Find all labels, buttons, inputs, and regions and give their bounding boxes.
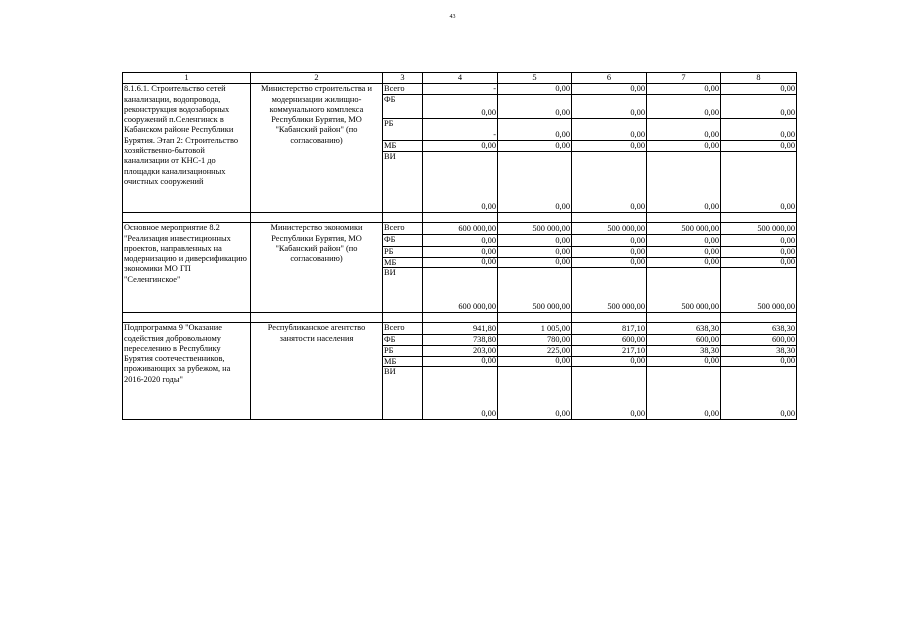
amount-cell: 0,00 (572, 247, 646, 258)
amount-cell: 38,30 (647, 346, 720, 357)
year-values-col-8 (721, 84, 797, 213)
amount-cell: 0,00 (647, 141, 720, 152)
funding-source-label: МБ (383, 357, 422, 367)
amount-cell: 600 000,00 (423, 223, 497, 235)
amount-cell: 0,00 (572, 141, 646, 152)
measure-name: 8.1.6.1. Строительство сетей канализации, водопровода, реконструкция водозаборных сооружений п.Селенгинск в Кабанском районе Республики Бурятия. Этап 2: Строительство хозяйственно-бытовой канализации от КНС-1 до площадки канализационных очистных сооружений (123, 84, 251, 213)
header-col-3: 3 (383, 73, 423, 84)
header-col-2: 2 (251, 73, 383, 84)
funding-source-label: Всего (383, 223, 422, 235)
amount-cell: 0,00 (647, 258, 720, 268)
amount-cell: 500 000,00 (681, 302, 719, 311)
header-col-1: 1 (123, 73, 251, 84)
table-row (123, 84, 797, 213)
amount-cell: 0,00 (721, 357, 796, 367)
amount-cell: - (423, 84, 497, 95)
funding-source-label: ВИ (384, 367, 396, 377)
year-values-col-5 (498, 84, 572, 213)
amount-cell: 0,00 (572, 119, 646, 141)
funding-source-label: ВИ (384, 268, 396, 278)
amount-cell: 0,00 (423, 95, 497, 119)
amount-cell: 0,00 (721, 247, 796, 258)
funding-sources (383, 223, 423, 313)
amount-cell: 0,00 (647, 247, 720, 258)
header-col-4: 4 (423, 73, 498, 84)
amount-cell: 500 000,00 (532, 302, 570, 311)
amount-cell: 0,00 (423, 141, 497, 152)
table-row (123, 223, 797, 313)
amount-cell: 0,00 (423, 357, 497, 367)
spacer-row (123, 313, 797, 323)
amount-cell: 0,00 (647, 95, 720, 119)
amount-cell: 0,00 (498, 95, 571, 119)
amount-cell: 0,00 (498, 119, 571, 141)
funding-source-label: РБ (383, 247, 422, 258)
spacer-cell (123, 313, 251, 323)
amount-cell: 500 000,00 (498, 223, 571, 235)
responsible-executor: Республиканское агентство занятости населения (251, 323, 383, 420)
spacer-cell (572, 313, 647, 323)
header-col-8: 8 (721, 73, 797, 84)
amount-cell: 203,00 (423, 346, 497, 357)
budget-table (122, 72, 797, 420)
year-values-col-4 (423, 323, 498, 420)
year-values-col-4 (423, 223, 498, 313)
funding-source-label: МБ (383, 258, 422, 268)
year-values-col-6 (572, 323, 647, 420)
year-values-col-5 (498, 323, 572, 420)
responsible-executor: Министерство строительства и модернизации жилищно-коммунального комплекса Республики Бурятия, МО "Кабанский район" (по согласованию) (251, 84, 383, 213)
header-row (123, 73, 797, 84)
amount-cell: 0,00 (721, 258, 796, 268)
amount-cell: 0,00 (423, 235, 497, 247)
amount-cell: 0,00 (630, 409, 645, 418)
amount-cell: 0,00 (630, 202, 645, 211)
amount-cell: 0,00 (423, 247, 497, 258)
funding-source-label: РБ (383, 346, 422, 357)
amount-cell: 500 000,00 (572, 223, 646, 235)
spacer-cell (423, 213, 498, 223)
amount-cell: 738,80 (423, 335, 497, 346)
amount-cell: 0,00 (647, 119, 720, 141)
funding-source-label: ФБ (383, 335, 422, 346)
amount-cell: 0,00 (572, 357, 646, 367)
amount-cell: 0,00 (498, 258, 571, 268)
amount-cell: 0,00 (423, 258, 497, 268)
amount-cell: 0,00 (572, 258, 646, 268)
year-values-col-5 (498, 223, 572, 313)
amount-cell: 0,00 (647, 357, 720, 367)
amount-cell: 38,30 (721, 346, 796, 357)
amount-cell: 0,00 (498, 141, 571, 152)
spacer-cell (251, 313, 383, 323)
amount-cell: 225,00 (498, 346, 571, 357)
spacer-cell (123, 213, 251, 223)
amount-cell: 217,10 (572, 346, 646, 357)
spacer-cell (383, 213, 423, 223)
funding-sources (383, 323, 423, 420)
amount-cell: 941,80 (423, 323, 497, 335)
year-values-col-4 (423, 84, 498, 213)
spacer-cell (721, 313, 797, 323)
spacer-cell (423, 313, 498, 323)
amount-cell: 500 000,00 (757, 302, 795, 311)
spacer-cell (572, 213, 647, 223)
funding-source-label: ФБ (383, 235, 422, 247)
page-number: 43 (449, 14, 456, 20)
amount-cell: 0,00 (721, 95, 796, 119)
amount-cell: 500 000,00 (607, 302, 645, 311)
amount-cell: 0,00 (498, 235, 571, 247)
measure-name: Подпрограмма 9 "Оказание содействия добровольному переселению в Республику Бурятия соотечественников, проживающих за рубежом, на 2016-2020 годы" (123, 323, 251, 420)
amount-cell: 817,10 (572, 323, 646, 335)
amount-cell: 0,00 (572, 95, 646, 119)
year-values-col-8 (721, 323, 797, 420)
amount-cell: 0,00 (572, 84, 646, 95)
amount-cell: 0,00 (721, 84, 796, 95)
spacer-cell (647, 213, 721, 223)
amount-cell: 638,30 (721, 323, 796, 335)
spacer-row (123, 213, 797, 223)
amount-cell: 0,00 (498, 84, 571, 95)
amount-cell: 0,00 (780, 409, 795, 418)
spacer-cell (498, 313, 572, 323)
amount-cell: 600,00 (647, 335, 720, 346)
year-values-col-7 (647, 84, 721, 213)
amount-cell: 600,00 (572, 335, 646, 346)
amount-cell: 0,00 (704, 409, 719, 418)
funding-source-label: ФБ (383, 95, 422, 119)
amount-cell: 500 000,00 (647, 223, 720, 235)
funding-source-label: ВИ (384, 152, 396, 162)
header-col-5: 5 (498, 73, 572, 84)
spacer-cell (383, 313, 423, 323)
spacer-cell (251, 213, 383, 223)
spacer-cell (721, 213, 797, 223)
amount-cell: 638,30 (647, 323, 720, 335)
amount-cell: 0,00 (555, 202, 570, 211)
amount-cell: 0,00 (721, 141, 796, 152)
spacer-cell (647, 313, 721, 323)
amount-cell: 0,00 (721, 119, 796, 141)
amount-cell: 0,00 (780, 202, 795, 211)
amount-cell: 0,00 (481, 409, 496, 418)
amount-cell: 0,00 (572, 235, 646, 247)
funding-source-label: РБ (383, 119, 422, 141)
funding-source-label: МБ (383, 141, 422, 152)
amount-cell: 780,00 (498, 335, 571, 346)
amount-cell: 0,00 (555, 409, 570, 418)
amount-cell: 0,00 (704, 202, 719, 211)
funding-sources (383, 84, 423, 213)
measure-name: Основное мероприятие 8.2 "Реализация инвестиционных проектов, направленных на модернизацию и диверсификацию экономики МО ГП "Селенгинское" (123, 223, 251, 313)
responsible-executor: Министерство экономики Республики Бурятия, МО "Кабанский район" (по согласованию) (251, 223, 383, 313)
spacer-cell (498, 213, 572, 223)
year-values-col-6 (572, 84, 647, 213)
amount-cell: 600 000,00 (458, 302, 496, 311)
amount-cell: 0,00 (721, 235, 796, 247)
amount-cell: 0,00 (498, 357, 571, 367)
amount-cell: 0,00 (498, 247, 571, 258)
amount-cell: 500 000,00 (721, 223, 796, 235)
funding-source-label: Всего (383, 84, 422, 95)
header-col-7: 7 (647, 73, 721, 84)
year-values-col-7 (647, 223, 721, 313)
amount-cell: 1 005,00 (498, 323, 571, 335)
year-values-col-7 (647, 323, 721, 420)
funding-source-label: Всего (383, 323, 422, 335)
amount-cell: - (423, 119, 497, 141)
amount-cell: 0,00 (647, 84, 720, 95)
amount-cell: 0,00 (647, 235, 720, 247)
year-values-col-8 (721, 223, 797, 313)
amount-cell: 600,00 (721, 335, 796, 346)
table-row (123, 323, 797, 420)
year-values-col-6 (572, 223, 647, 313)
amount-cell: 0,00 (481, 202, 496, 211)
header-col-6: 6 (572, 73, 647, 84)
